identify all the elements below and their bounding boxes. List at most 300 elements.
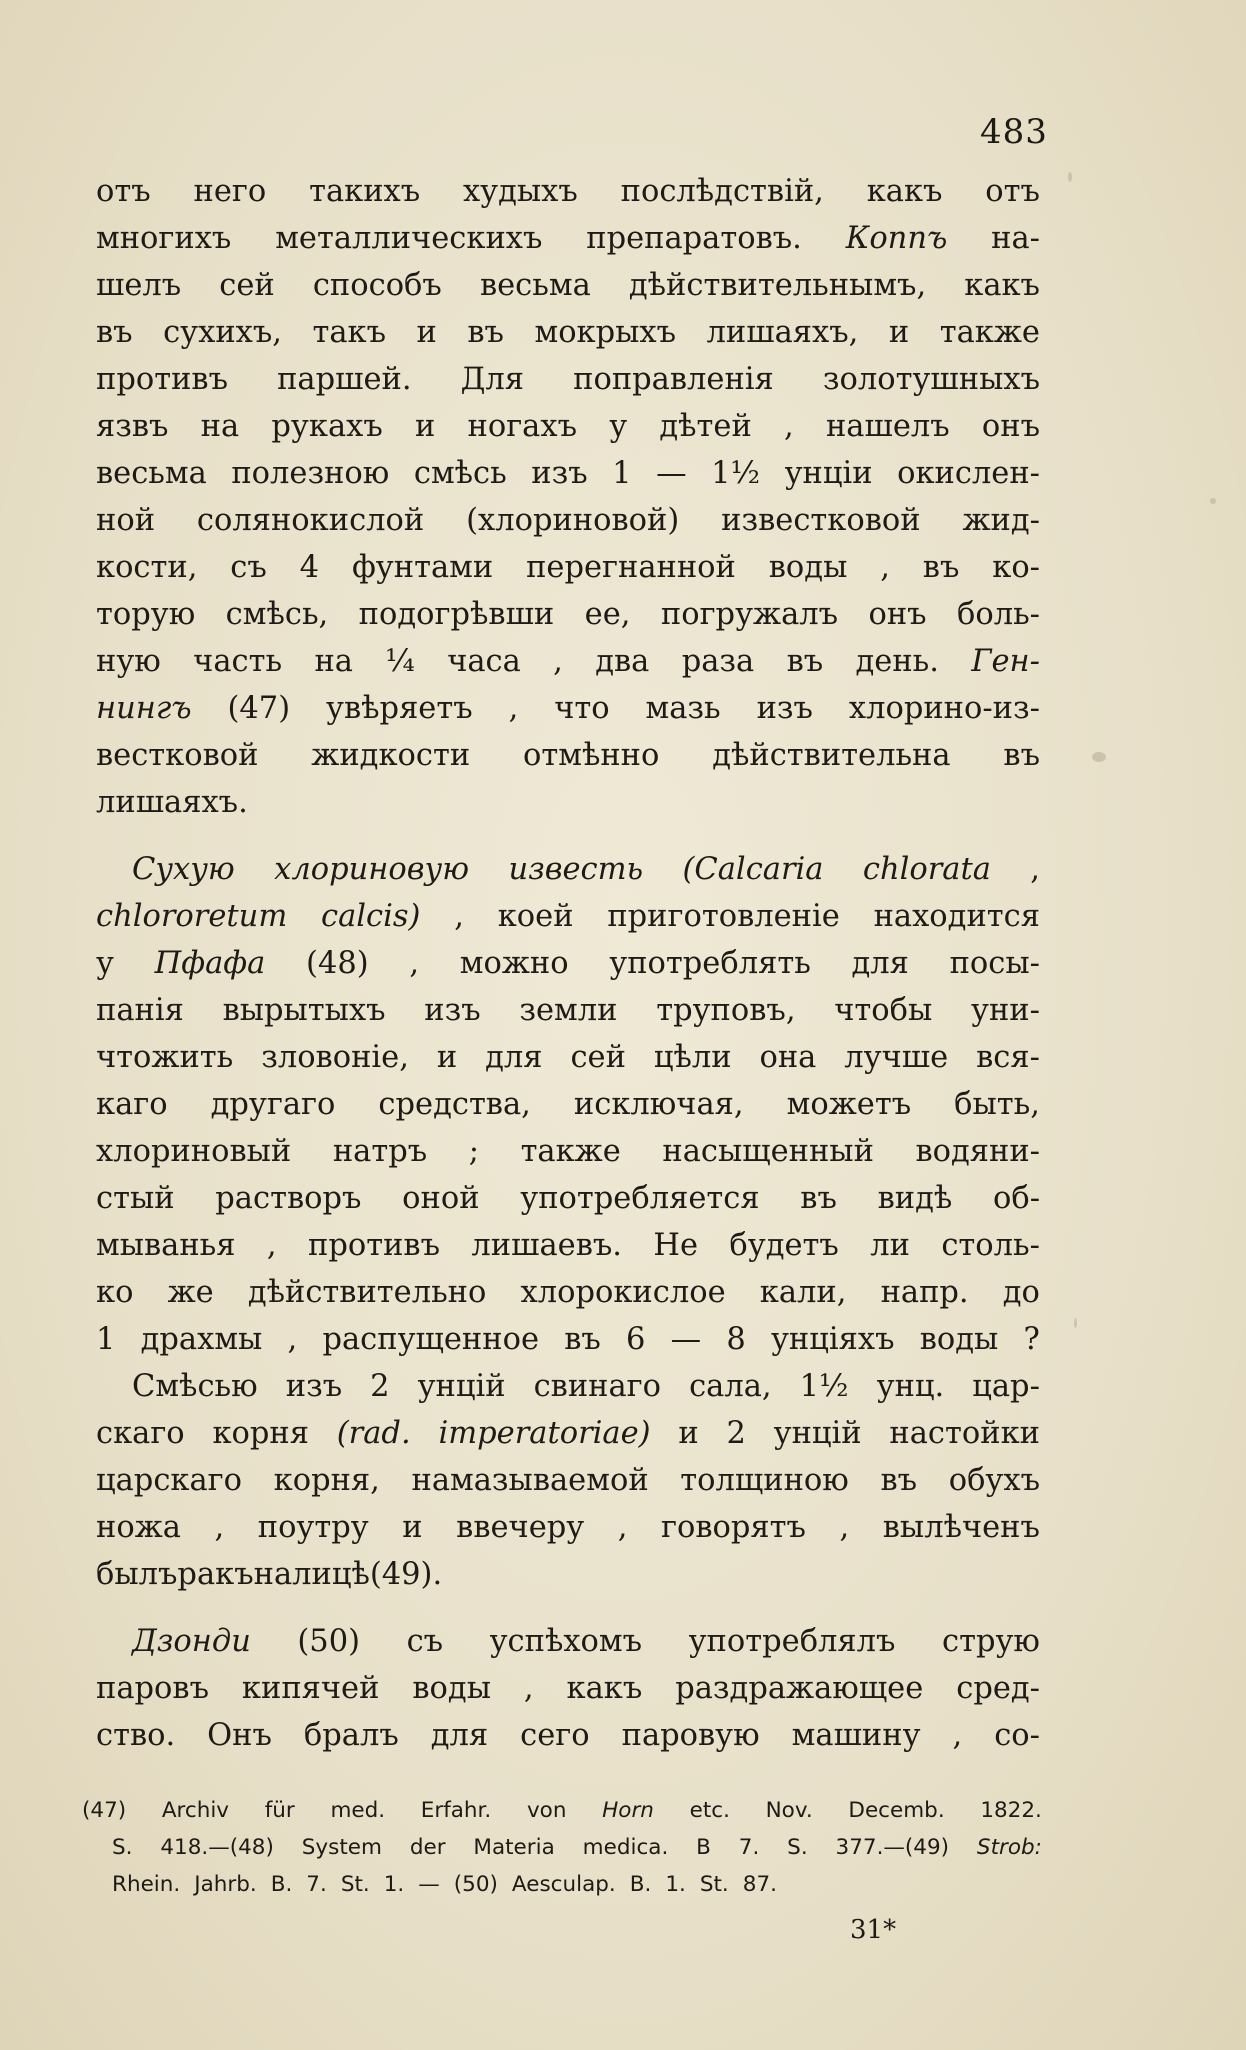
text-line bbox=[96, 1269, 1040, 1316]
text-line bbox=[96, 1081, 1040, 1128]
word: корня bbox=[212, 1416, 309, 1451]
text-line bbox=[96, 1551, 1040, 1598]
word: хлорокислое bbox=[520, 1275, 726, 1310]
word: Смѣсью bbox=[132, 1369, 258, 1404]
word: противъ bbox=[308, 1228, 441, 1263]
printer-signature-mark: 31* bbox=[850, 1915, 897, 1945]
word: приготовленіе bbox=[607, 899, 840, 934]
word: подогрѣвши bbox=[358, 597, 555, 632]
word: и bbox=[416, 315, 437, 350]
word: Rhein. bbox=[112, 1872, 181, 1897]
word: можно bbox=[459, 946, 569, 981]
word: об- bbox=[992, 1181, 1040, 1216]
footnote-line bbox=[82, 1829, 1042, 1866]
word: въ bbox=[800, 1181, 837, 1216]
word: бралъ bbox=[303, 1718, 399, 1753]
word: 2 bbox=[726, 1416, 746, 1451]
word: лицѣ bbox=[292, 1557, 370, 1592]
paper-speck bbox=[1074, 1318, 1077, 1328]
word: Materia bbox=[473, 1835, 555, 1860]
word: что bbox=[554, 691, 610, 726]
word: для bbox=[430, 1718, 489, 1753]
text-line bbox=[96, 1222, 1040, 1269]
word: паровую bbox=[621, 1718, 760, 1753]
text-line bbox=[96, 1618, 1040, 1665]
word: (47) bbox=[227, 691, 291, 726]
word: (50) bbox=[297, 1624, 361, 1659]
word: другаго bbox=[210, 1087, 336, 1122]
word: S. bbox=[112, 1835, 133, 1860]
word: der bbox=[409, 1835, 446, 1860]
text-line bbox=[96, 356, 1040, 403]
word: употреблять bbox=[609, 946, 811, 981]
word: , bbox=[214, 1510, 225, 1545]
word: Aesculap. bbox=[511, 1872, 616, 1897]
word: для bbox=[485, 1040, 543, 1075]
word: часть bbox=[193, 644, 283, 679]
word: торую bbox=[96, 597, 196, 632]
word: хлориновый bbox=[96, 1134, 292, 1169]
word: вырытыхъ bbox=[222, 993, 386, 1028]
word: мазь bbox=[645, 691, 721, 726]
word: солянокислой bbox=[196, 503, 425, 538]
word: лишаяхъ. bbox=[96, 785, 248, 820]
word: нашелъ bbox=[825, 409, 950, 444]
word: S. bbox=[787, 1835, 808, 1860]
word: für bbox=[264, 1798, 295, 1823]
text-line bbox=[96, 685, 1040, 732]
word: чтожить bbox=[96, 1040, 234, 1075]
word: перегнанной bbox=[526, 550, 736, 585]
word: весьма bbox=[96, 456, 207, 491]
word: часа bbox=[447, 644, 521, 679]
word: дѣйствительна bbox=[712, 738, 951, 773]
word: цар- bbox=[972, 1369, 1040, 1404]
word: ногахъ bbox=[467, 409, 577, 444]
word: смѣсь, bbox=[225, 597, 329, 632]
word: Horn bbox=[602, 1798, 654, 1823]
word: , bbox=[523, 1671, 534, 1706]
word: такихъ bbox=[309, 174, 421, 209]
word: уни- bbox=[971, 993, 1040, 1028]
word: и bbox=[888, 315, 910, 350]
word: каго bbox=[96, 1087, 168, 1122]
word: von bbox=[526, 1798, 567, 1823]
word: два bbox=[595, 644, 650, 679]
page-number: 483 bbox=[980, 112, 1048, 152]
text-line bbox=[96, 1504, 1040, 1551]
word: и bbox=[678, 1416, 699, 1451]
word: (rad. bbox=[336, 1416, 411, 1451]
word: 1½ bbox=[711, 456, 761, 491]
text-line bbox=[96, 262, 1040, 309]
word: поправленія bbox=[573, 362, 774, 397]
word: , bbox=[617, 1510, 628, 1545]
word: лучше bbox=[844, 1040, 949, 1075]
word: онъ bbox=[981, 409, 1040, 444]
main-text bbox=[96, 168, 1040, 1759]
text-line bbox=[96, 544, 1040, 591]
word: дѣтей bbox=[659, 409, 752, 444]
word: шелъ bbox=[96, 268, 182, 303]
word: будетъ bbox=[729, 1228, 839, 1263]
word: сухихъ, bbox=[163, 315, 282, 350]
word: 1. bbox=[665, 1872, 686, 1897]
word: вестковой bbox=[96, 738, 259, 773]
word: ство. bbox=[96, 1718, 176, 1753]
word: растворъ bbox=[215, 1181, 362, 1216]
word: (50) bbox=[453, 1872, 498, 1897]
word: панія bbox=[96, 993, 184, 1028]
word: , bbox=[880, 550, 890, 585]
word: такъ bbox=[312, 315, 386, 350]
word: драхмы bbox=[140, 1322, 263, 1357]
word: сред- bbox=[956, 1671, 1040, 1706]
word: Сухую bbox=[132, 852, 235, 887]
word: изъ bbox=[285, 1369, 343, 1404]
text-line bbox=[96, 940, 1040, 987]
text-line bbox=[96, 1410, 1040, 1457]
word: цѣли bbox=[653, 1040, 732, 1075]
text-line bbox=[96, 732, 1040, 779]
word: столь- bbox=[941, 1228, 1040, 1263]
word: распущенное bbox=[322, 1322, 539, 1357]
word: изъ bbox=[756, 691, 813, 726]
word: ввечеру bbox=[456, 1510, 585, 1545]
word: на- bbox=[991, 221, 1040, 256]
word: Decemb. bbox=[848, 1798, 945, 1823]
word: же bbox=[167, 1275, 214, 1310]
word: сей bbox=[570, 1040, 626, 1075]
word: средства, bbox=[378, 1087, 531, 1122]
word: она bbox=[759, 1040, 817, 1075]
word: струю bbox=[942, 1624, 1040, 1659]
text-line bbox=[96, 779, 1040, 826]
word: ¼ bbox=[385, 644, 415, 679]
word: многихъ bbox=[96, 221, 232, 256]
word: день. bbox=[855, 644, 939, 679]
word: — bbox=[418, 1872, 440, 1897]
word: вся- bbox=[976, 1040, 1040, 1075]
word: раза bbox=[681, 644, 755, 679]
word: System bbox=[301, 1835, 382, 1860]
text-line bbox=[96, 1712, 1040, 1759]
word: толщиною bbox=[680, 1463, 849, 1498]
word: лишаевъ. bbox=[471, 1228, 622, 1263]
word: воды bbox=[412, 1671, 491, 1706]
word: мокрыхъ bbox=[534, 315, 677, 350]
word: чтобы bbox=[834, 993, 933, 1028]
word: худыхъ bbox=[462, 174, 578, 209]
word: золотушныхъ bbox=[822, 362, 1040, 397]
word: также bbox=[520, 1134, 621, 1169]
word: полезною bbox=[231, 456, 390, 491]
word: какъ bbox=[566, 1671, 643, 1706]
word: въ bbox=[880, 1463, 918, 1498]
word: язвъ bbox=[96, 409, 169, 444]
word: рукахъ bbox=[271, 409, 383, 444]
word: , bbox=[508, 691, 519, 726]
word: корня, bbox=[273, 1463, 380, 1498]
word: на bbox=[253, 1557, 293, 1592]
word: мыванья bbox=[96, 1228, 236, 1263]
word: жид- bbox=[962, 503, 1040, 538]
word: послѣдствій, bbox=[620, 174, 824, 209]
word: паршей. bbox=[277, 362, 412, 397]
word: нингъ bbox=[96, 691, 192, 726]
text-line bbox=[96, 1457, 1040, 1504]
word: 418.—(48) bbox=[160, 1835, 274, 1860]
paper-speck bbox=[1210, 498, 1216, 504]
word: поутру bbox=[257, 1510, 369, 1545]
word: , bbox=[266, 1228, 277, 1263]
word: натръ bbox=[332, 1134, 428, 1169]
text-line bbox=[96, 309, 1040, 356]
word: сего bbox=[520, 1718, 590, 1753]
word: , bbox=[287, 1322, 298, 1357]
word: настойки bbox=[889, 1416, 1040, 1451]
word: Для bbox=[460, 362, 525, 397]
word: кали, bbox=[759, 1275, 847, 1310]
word: B bbox=[696, 1835, 711, 1860]
word: Онъ bbox=[207, 1718, 272, 1753]
word: быть, bbox=[954, 1087, 1040, 1122]
text-line bbox=[96, 846, 1040, 893]
word: medica. bbox=[582, 1835, 669, 1860]
word: — bbox=[656, 456, 687, 491]
word: раздражающее bbox=[675, 1671, 924, 1706]
word: въ bbox=[96, 315, 133, 350]
word: , bbox=[454, 899, 464, 934]
word: унціи bbox=[784, 456, 873, 491]
word: сала, bbox=[689, 1369, 772, 1404]
word: царскаго bbox=[96, 1463, 242, 1498]
word: увѣряетъ bbox=[326, 691, 473, 726]
word: исключая, bbox=[573, 1087, 744, 1122]
word: ко bbox=[96, 1275, 134, 1310]
word: , bbox=[784, 409, 794, 444]
word: унцій bbox=[773, 1416, 862, 1451]
word: у bbox=[96, 946, 114, 981]
word: труповъ, bbox=[656, 993, 796, 1028]
word: и bbox=[414, 409, 436, 444]
word: , bbox=[952, 1718, 963, 1753]
word: обухъ bbox=[948, 1463, 1040, 1498]
word: 7. bbox=[306, 1872, 327, 1897]
text-line bbox=[96, 1034, 1040, 1081]
text-line bbox=[96, 215, 1040, 262]
word: вылѣченъ bbox=[882, 1510, 1040, 1545]
footnote-line bbox=[82, 1866, 1042, 1903]
word: B. bbox=[629, 1872, 652, 1897]
word: окислен- bbox=[897, 456, 1040, 491]
word: въ bbox=[467, 315, 504, 350]
word: кипячей bbox=[241, 1671, 380, 1706]
word: посы- bbox=[949, 946, 1040, 981]
footnotes bbox=[82, 1792, 1042, 1903]
word: (47) bbox=[82, 1798, 127, 1823]
word: земли bbox=[519, 993, 618, 1028]
word: ; bbox=[468, 1134, 479, 1169]
word: свинаго bbox=[533, 1369, 662, 1404]
word: съ bbox=[406, 1624, 444, 1659]
word: ? bbox=[1023, 1322, 1040, 1357]
word: 1822. bbox=[980, 1798, 1042, 1823]
word: 8 bbox=[726, 1322, 746, 1357]
word: ножа bbox=[96, 1510, 181, 1545]
word: смѣсь bbox=[413, 456, 507, 491]
word: видѣ bbox=[877, 1181, 953, 1216]
word: (49). bbox=[369, 1557, 443, 1592]
word: воды bbox=[768, 550, 848, 585]
word: и bbox=[402, 1510, 423, 1545]
word: какъ bbox=[964, 268, 1040, 303]
word: употреблялъ bbox=[688, 1624, 896, 1659]
paper-speck bbox=[1068, 172, 1072, 182]
word: скаго bbox=[96, 1416, 185, 1451]
word: у bbox=[609, 409, 628, 444]
word: Archiv bbox=[161, 1798, 230, 1823]
word: , bbox=[1030, 852, 1040, 887]
word: въ bbox=[1003, 738, 1040, 773]
word: 1½ bbox=[799, 1369, 849, 1404]
word: боль- bbox=[956, 597, 1040, 632]
word: фунтами bbox=[351, 550, 494, 585]
word: отмѣнно bbox=[523, 738, 660, 773]
text-line bbox=[96, 893, 1040, 940]
word: воды bbox=[919, 1322, 999, 1357]
word: дѣйствительнымъ, bbox=[628, 268, 927, 303]
word: стый bbox=[96, 1181, 175, 1216]
word: можетъ bbox=[786, 1087, 912, 1122]
word: отъ bbox=[96, 174, 151, 209]
word: ли bbox=[870, 1228, 910, 1263]
word: , bbox=[839, 1510, 850, 1545]
word: лишаяхъ, bbox=[706, 315, 859, 350]
word: говорятъ bbox=[661, 1510, 806, 1545]
word: него bbox=[193, 174, 267, 209]
word: St. bbox=[340, 1872, 370, 1897]
word: въ bbox=[786, 644, 824, 679]
word: унц. bbox=[876, 1369, 945, 1404]
footnote-line bbox=[82, 1792, 1042, 1829]
word: хлорино-из- bbox=[848, 691, 1040, 726]
word: успѣхомъ bbox=[489, 1624, 643, 1659]
word: до bbox=[1002, 1275, 1040, 1310]
word: (Calcaria bbox=[682, 852, 824, 887]
word: med. bbox=[330, 1798, 386, 1823]
text-line bbox=[96, 987, 1040, 1034]
word: насыщенный bbox=[662, 1134, 874, 1169]
word: ее, bbox=[584, 597, 631, 632]
word: chlororetum bbox=[96, 899, 288, 934]
word: Ген- bbox=[971, 644, 1040, 679]
word: 7. bbox=[738, 1835, 760, 1860]
word: 1 bbox=[96, 1322, 116, 1357]
text-line bbox=[96, 497, 1040, 544]
word: Erfahr. bbox=[420, 1798, 492, 1823]
word: ракъ bbox=[177, 1557, 254, 1592]
word: imperatoriae) bbox=[438, 1416, 651, 1451]
word: на bbox=[314, 644, 353, 679]
word: Не bbox=[653, 1228, 699, 1263]
word: паровъ bbox=[96, 1671, 209, 1706]
word: въ bbox=[564, 1322, 601, 1357]
word: съ bbox=[230, 550, 267, 585]
word: кости, bbox=[96, 550, 198, 585]
word: въ bbox=[922, 550, 960, 585]
word: дѣйствительно bbox=[247, 1275, 487, 1310]
word: препаратовъ. bbox=[586, 221, 802, 256]
word: 2 bbox=[370, 1369, 390, 1404]
text-line bbox=[96, 1175, 1040, 1222]
text-line bbox=[96, 403, 1040, 450]
word: зловоніе, bbox=[261, 1040, 409, 1075]
word: оной bbox=[402, 1181, 480, 1216]
paper-speck bbox=[1092, 752, 1106, 762]
word: etc. bbox=[689, 1798, 730, 1823]
word: для bbox=[851, 946, 909, 981]
word: какъ bbox=[866, 174, 943, 209]
word: 87. bbox=[742, 1872, 777, 1897]
word: — bbox=[670, 1322, 702, 1357]
word: St. bbox=[699, 1872, 729, 1897]
word: водяни- bbox=[915, 1134, 1040, 1169]
word: машину bbox=[791, 1718, 921, 1753]
word: способъ bbox=[312, 268, 442, 303]
word: унцій bbox=[417, 1369, 506, 1404]
word: Nov. bbox=[765, 1798, 813, 1823]
word: ко- bbox=[992, 550, 1040, 585]
word: коей bbox=[497, 899, 574, 934]
word: 1. bbox=[383, 1872, 405, 1897]
word: металлическихъ bbox=[275, 221, 543, 256]
word: на bbox=[200, 409, 240, 444]
word: calcis) bbox=[321, 899, 421, 934]
word: 1 bbox=[612, 456, 632, 491]
word: изъ bbox=[424, 993, 481, 1028]
word: Пфафа bbox=[154, 946, 266, 981]
word: ную bbox=[96, 644, 161, 679]
word: B. bbox=[270, 1872, 293, 1897]
word: и bbox=[436, 1040, 458, 1075]
word: изъ bbox=[531, 456, 588, 491]
word: Strob: bbox=[976, 1835, 1042, 1860]
text-line bbox=[96, 1665, 1040, 1712]
text-line bbox=[96, 638, 1040, 685]
text-line bbox=[96, 1128, 1040, 1175]
word: (48) bbox=[306, 946, 369, 981]
word: противъ bbox=[96, 362, 228, 397]
word: сей bbox=[219, 268, 275, 303]
word: известковой bbox=[721, 503, 921, 538]
word: весьма bbox=[479, 268, 591, 303]
word: Дзонди bbox=[132, 1624, 251, 1659]
word: , bbox=[553, 644, 563, 679]
word: 6 bbox=[626, 1322, 646, 1357]
word: онъ bbox=[868, 597, 927, 632]
word: chlorata bbox=[862, 852, 991, 887]
word: 377.—(49) bbox=[835, 1835, 950, 1860]
word: жидкости bbox=[311, 738, 471, 773]
text-line bbox=[96, 168, 1040, 215]
word: находится bbox=[873, 899, 1040, 934]
word: со- bbox=[994, 1718, 1040, 1753]
word: намазываемой bbox=[411, 1463, 649, 1498]
word: напр. bbox=[880, 1275, 969, 1310]
word: употребляется bbox=[520, 1181, 760, 1216]
word: известь bbox=[508, 852, 644, 887]
